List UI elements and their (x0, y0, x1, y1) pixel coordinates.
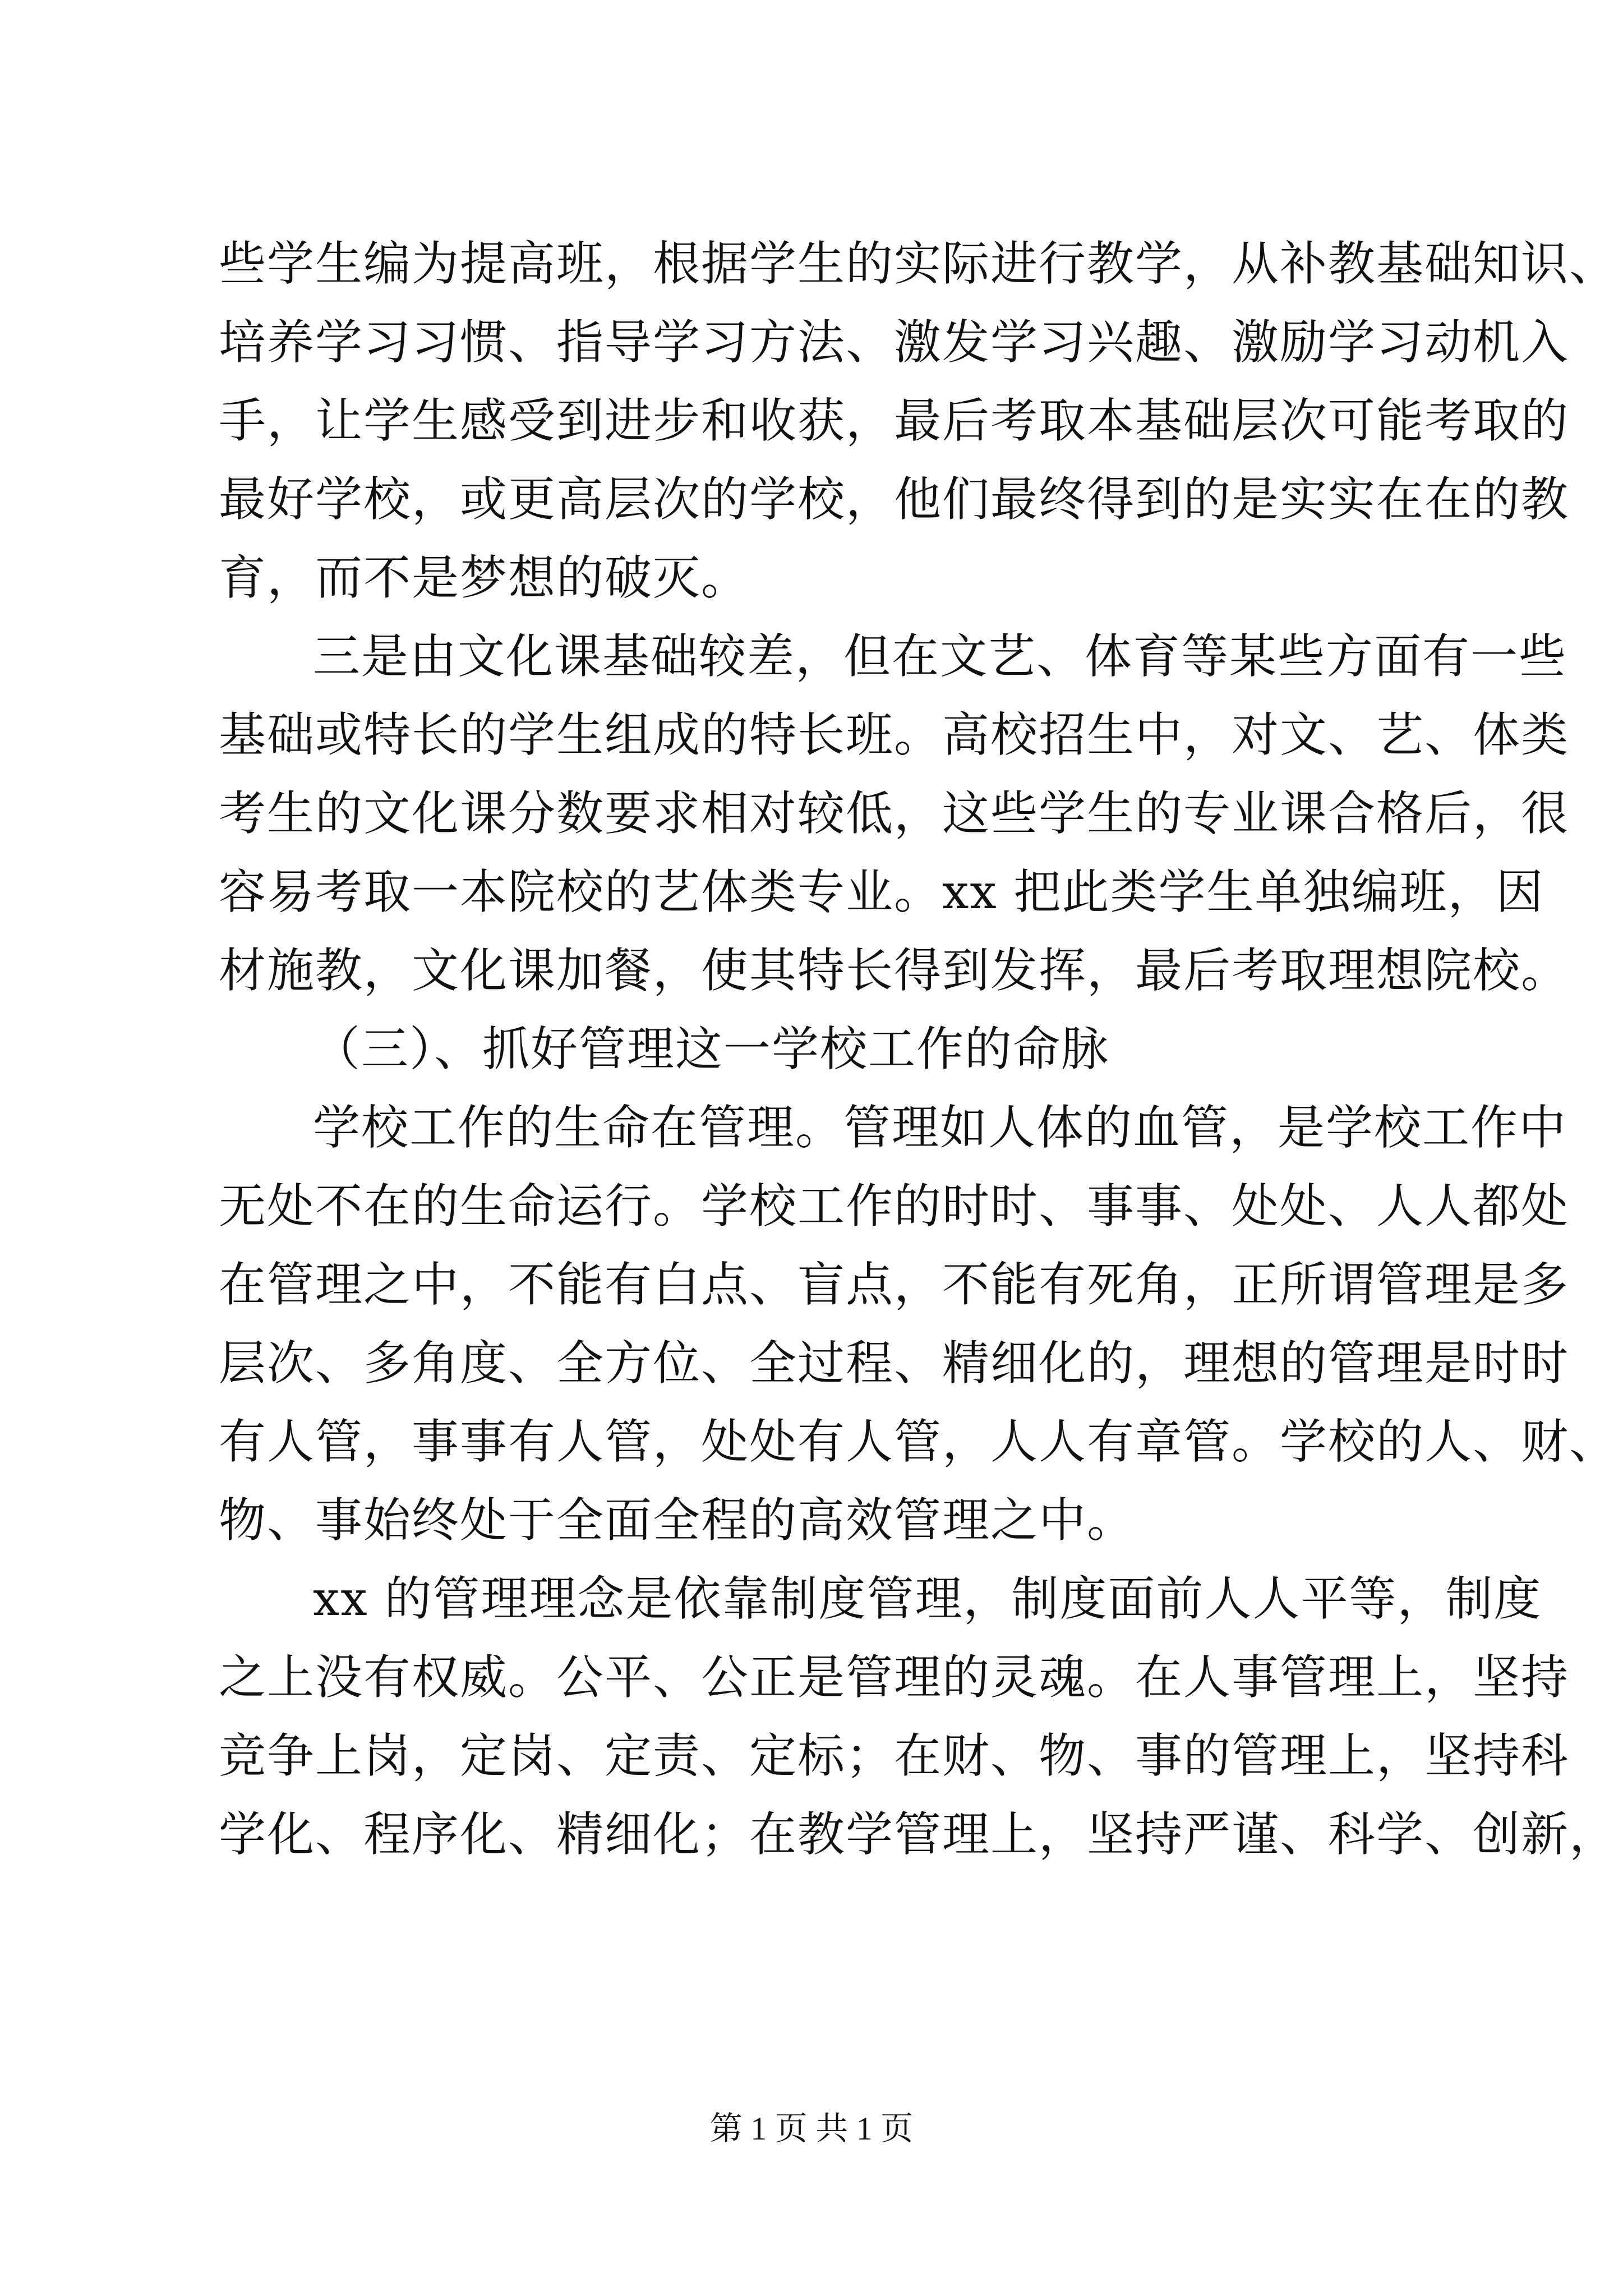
text-line: 层次、多角度、全方位、全过程、精细化的，理想的管理是时时 (219, 1336, 1570, 1391)
text-line: 材施教，文化课加餐，使其特长得到发挥，最后考取理想院校。 (219, 943, 1570, 998)
paragraph-start-line: xx 的管理理念是依靠制度管理，制度面前人人平等，制度 (313, 1571, 1542, 1626)
page-footer: 第 1 页 共 1 页 (709, 2110, 914, 2147)
text-line: 在管理之中，不能有白点、盲点，不能有死角，正所谓管理是多 (219, 1257, 1570, 1312)
text-line: 手，让学生感受到进步和收获，最后考取本基础层次可能考取的 (219, 393, 1570, 448)
text-line: 培养学习习惯、指导学习方法、激发学习兴趣、激励学习动机入 (219, 315, 1570, 370)
text-line: 有人管，事事有人管，处处有人管，人人有章管。学校的人、财、 (219, 1414, 1618, 1469)
text-line: 之上没有权威。公平、公正是管理的灵魂。在人事管理上，坚持 (219, 1650, 1570, 1705)
paragraph-start-line: 学校工作的生命在管理。管理如人体的血管，是学校工作中 (313, 1100, 1567, 1155)
text-line: 基础或特长的学生组成的特长班。高校招生中，对文、艺、体类 (219, 707, 1570, 762)
section-heading: （三）、抓好管理这一学校工作的命脉 (313, 1022, 1110, 1076)
text-line: 些学生编为提高班，根据学生的实际进行教学，从补教基础知识、 (219, 236, 1618, 291)
text-line: 无处不在的生命运行。学校工作的时时、事事、处处、人人都处 (219, 1179, 1570, 1234)
text-line: 物、事始终处于全面全程的高效管理之中。 (219, 1493, 1136, 1548)
paragraph-start-line: 三是由文化课基础较差，但在文艺、体育等某些方面有一些 (313, 629, 1567, 684)
document-body (219, 224, 1618, 1874)
text-line: 学化、程序化、精细化；在教学管理上，坚持严谨、科学、创新， (219, 1807, 1618, 1862)
text-line: 育，而不是梦想的破灭。 (219, 550, 750, 605)
text-line: 考生的文化课分数要求相对较低，这些学生的专业课合格后，很 (219, 786, 1570, 841)
text-line: 最好学校，或更高层次的学校，他们最终得到的是实实在在的教 (219, 472, 1570, 527)
text-line: 容易考取一本院校的艺体类专业。xx 把此类学生单独编班，因 (219, 864, 1544, 919)
text-line: 竞争上岗，定岗、定责、定标；在财、物、事的管理上，坚持科 (219, 1728, 1570, 1783)
